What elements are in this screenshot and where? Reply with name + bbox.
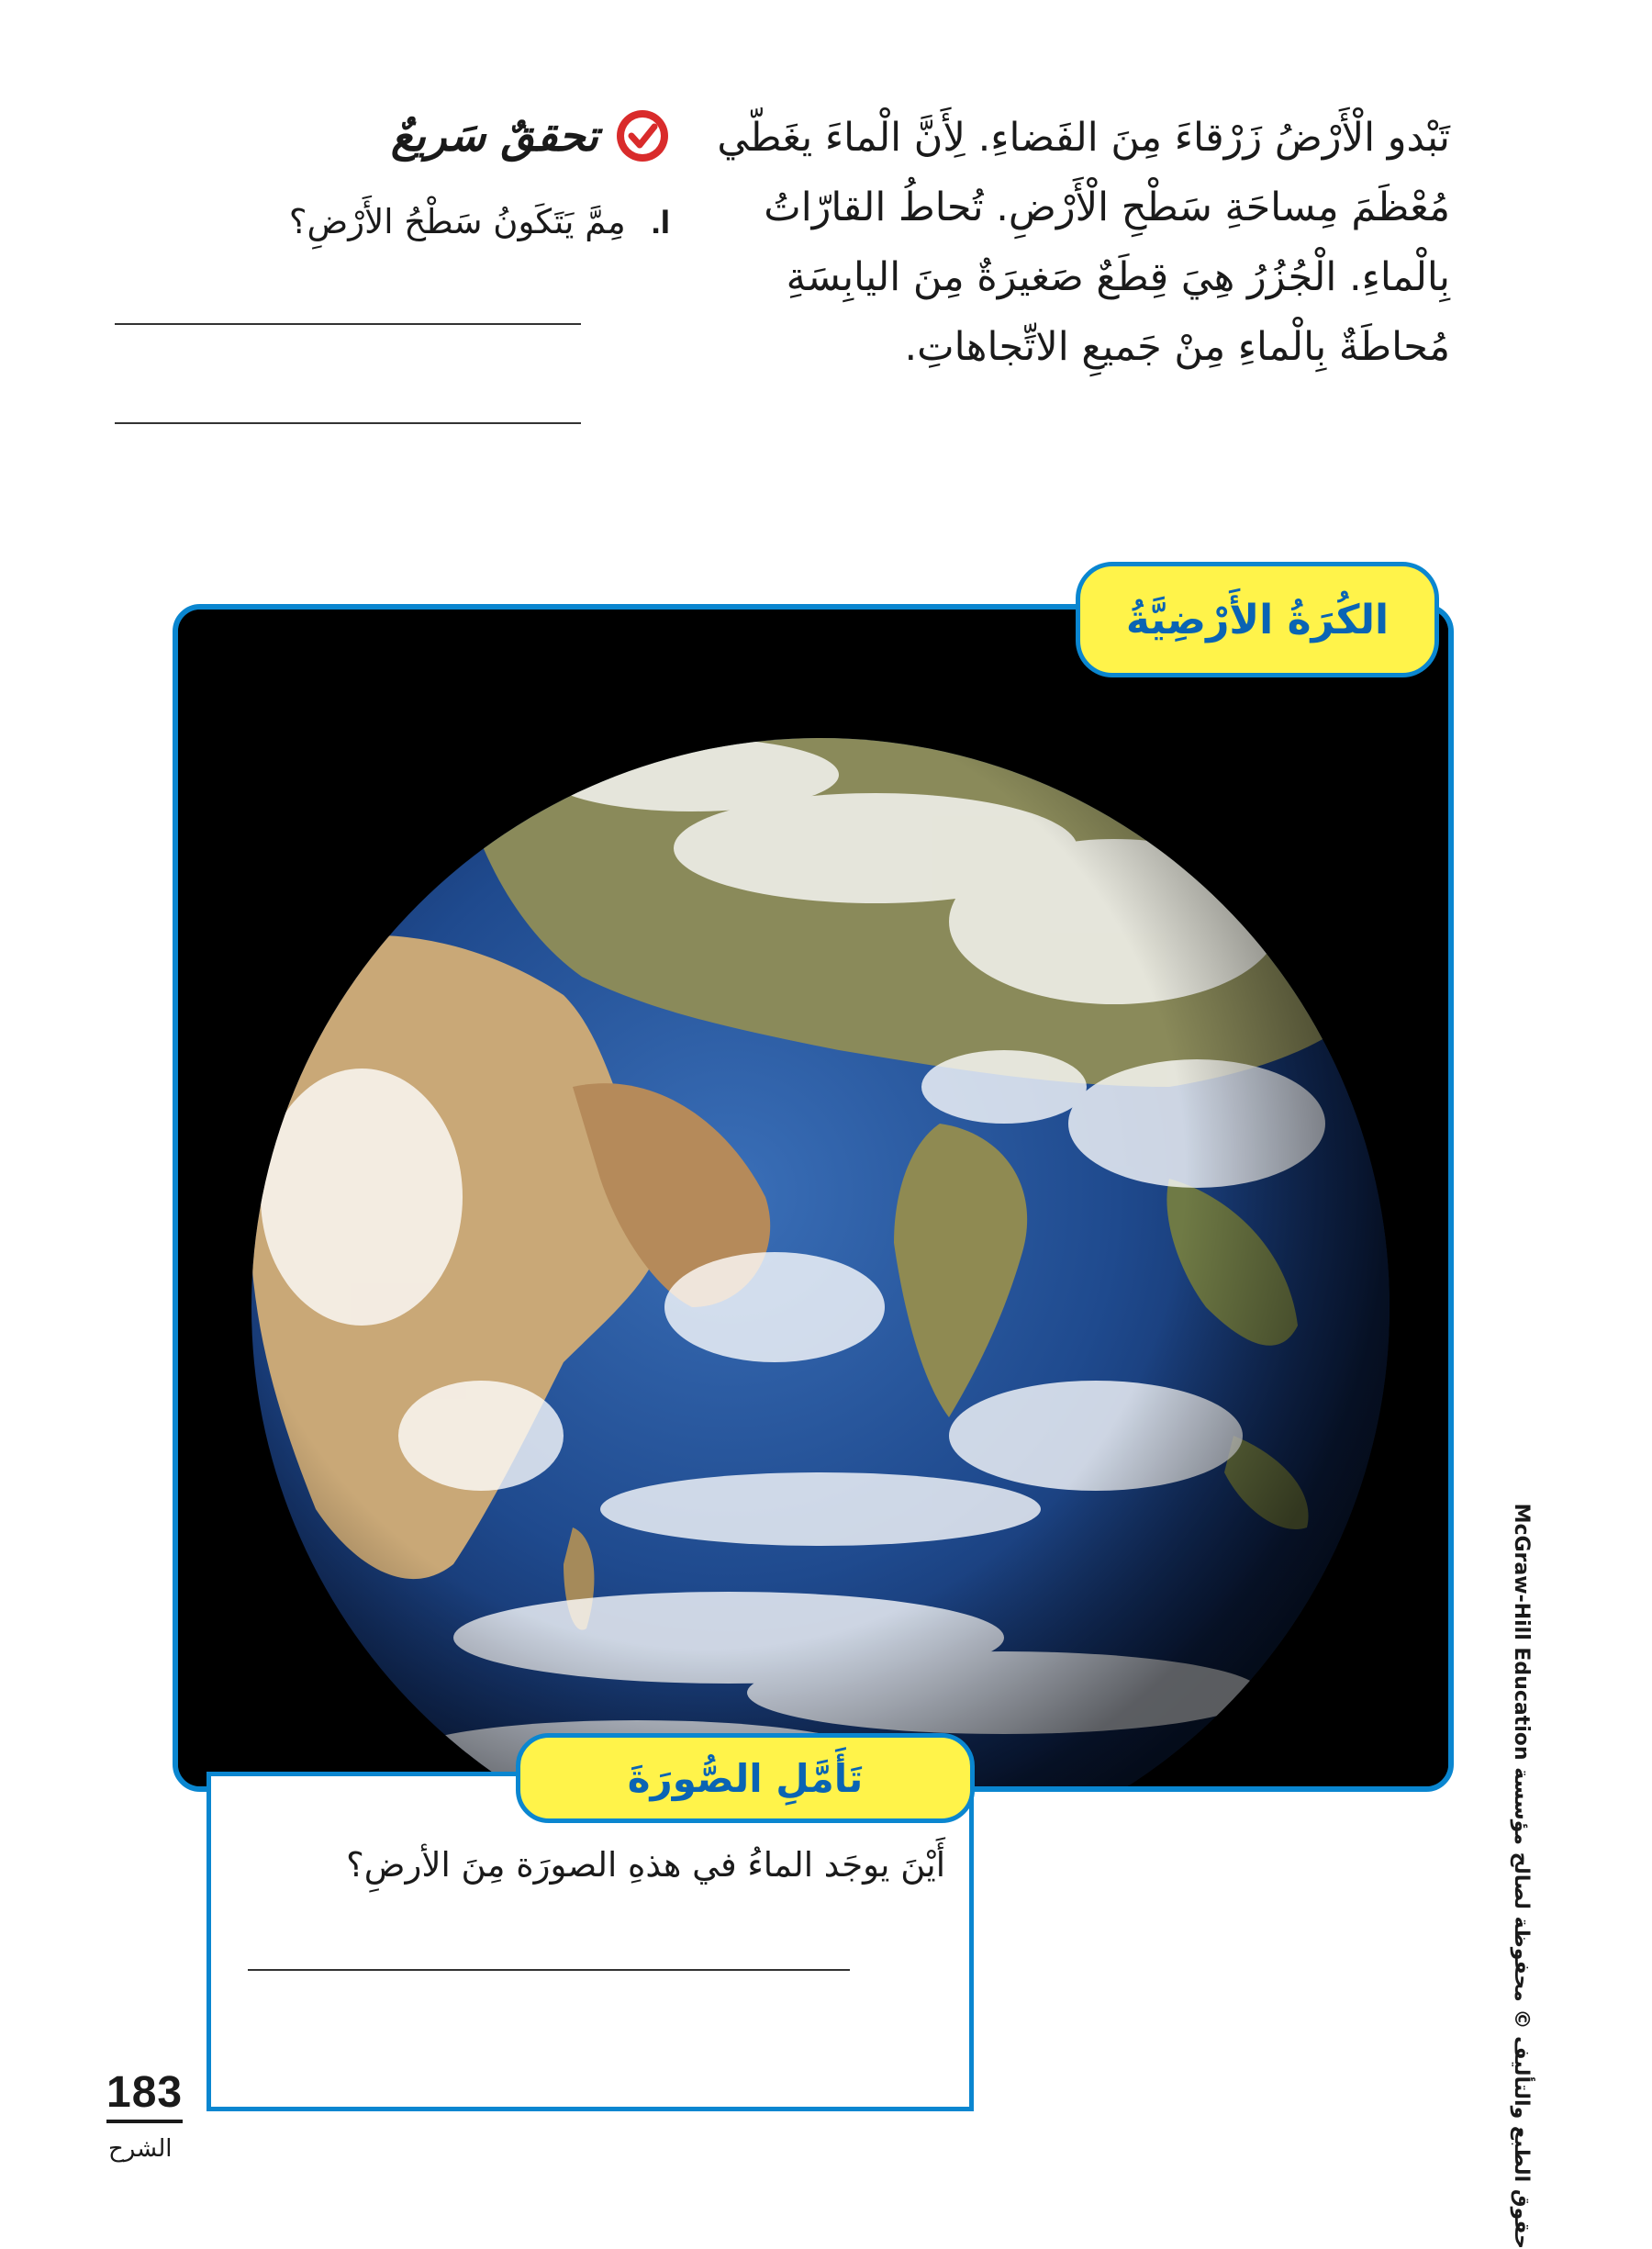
quick-check-header	[303, 108, 670, 163]
observe-title-tab: تَأَمَّلِ الصُّورَةَ	[516, 1733, 975, 1823]
page-number: 183	[106, 2067, 183, 2123]
earth-image	[178, 610, 1448, 1786]
observe-question: أَيْنَ يوجَد الماءُ في هذهِ الصورَة مِنَ الأرضِ؟	[346, 1845, 945, 1885]
copyright-notice: حقوق الطبع والتأليف © محفوظة لصالح مؤسسة McGraw-Hill Education	[1510, 1503, 1533, 2249]
observe-answer-line[interactable]	[248, 1969, 850, 1971]
photo-title-tab: الكُرَةُ الأَرْضِيَّةُ	[1076, 562, 1439, 677]
checkmark-badge-icon	[615, 108, 670, 163]
quick-check-question	[184, 202, 670, 241]
question-text: مِمَّ يَتَكَونُ سَطْحُ الأَرْضِ؟	[288, 202, 626, 241]
earth-photo-frame	[173, 604, 1454, 1792]
section-label: الشرح	[108, 2135, 173, 2163]
body-paragraph: تَبْدو الْأَرْضُ زَرْقاءَ مِنَ الفَضاءِ. لِأَنَّ الْماءَ يغَطّي مُعْظَمَ مِساحَةِ سَطْحِ الْأَرْضِ. تُحاطُ القارّاتُ بِالْماءِ. الْجُزُرُ هِيَ قِطَعٌ صَغيرَةٌ مِنَ اليابِسَةِ مُحاطَةٌ بِالْماءِ مِنْ جَميعِ الاتِّجاهاتِ.	[717, 115, 1450, 370]
question-number: I.	[651, 203, 670, 241]
quick-check-title: تحققٌ سَريعٌ	[390, 110, 598, 162]
answer-line-1[interactable]	[115, 323, 581, 325]
answer-line-2[interactable]	[115, 422, 581, 424]
